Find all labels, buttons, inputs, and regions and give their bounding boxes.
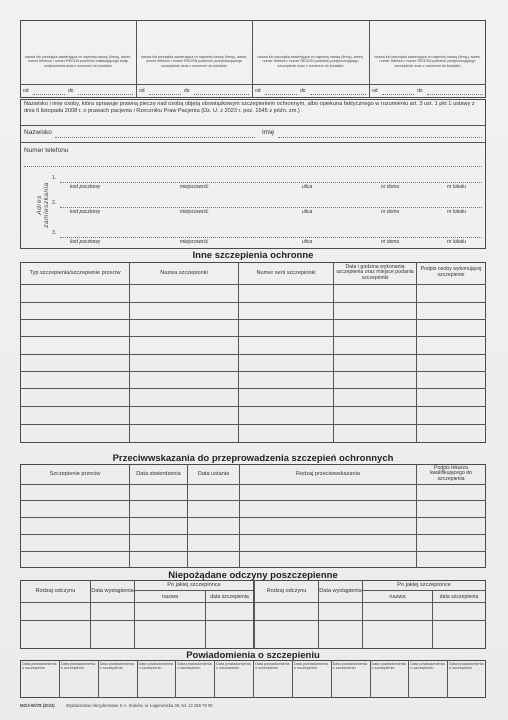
stamp-caption-1: nazwa lub pieczątka zawierająca co najmniej nazwę (firmę), adres, numer telefonu i numer REGON podmiotu zakładającego kartę uodpornienia wraz z numerem do kontaktu	[24, 55, 132, 68]
adverse-right-type: Rodzaj odczynu	[266, 588, 307, 594]
ov-header-series: Numer serii szczepionki	[256, 270, 316, 276]
notification-cell[interactable]: Data powiadomienia o szczepieniu	[255, 662, 290, 671]
ci-header-signature: Podpis lekarza kwalifikującego do szczepienia	[429, 464, 473, 482]
address-2-street: ulica	[302, 209, 313, 215]
address-3-postal: kod pocztowy	[70, 239, 101, 245]
do-label-2: do	[184, 88, 190, 94]
do-label-3: do	[300, 88, 306, 94]
ci-header-end: Data ustania	[197, 471, 230, 477]
notification-cell[interactable]: Data powiadomienia o szczepieniu	[410, 662, 445, 671]
notification-cell[interactable]: Data powiadomienia o szczepieniu	[293, 662, 329, 671]
address-1-number: 1.	[52, 175, 57, 181]
ci-header-type: Rodzaj przeciwwskazania	[295, 471, 361, 477]
notifications-title: Powiadomienia o szczepieniu	[186, 650, 320, 661]
od-label-1: od	[23, 88, 29, 94]
notification-cell[interactable]: Data powiadomienia o szczepieniu	[449, 662, 484, 671]
do-label-1: do	[68, 88, 74, 94]
name-field[interactable]	[278, 137, 482, 138]
adverse-right-name: nazwa	[389, 593, 406, 600]
notification-cell[interactable]: Data powiadomienia o szczepieniu	[99, 662, 135, 671]
od-label-2: od	[139, 88, 145, 94]
address-3-number: 3.	[52, 230, 57, 236]
guardian-description: Nazwisko i imię osoby, która sprawuje prawną pieczę nad osobą objętą obowiązkowym szczepieniem ochronnym, albo opiekuna faktycznego w rozumieniu art. 3 ust. 1 pkt 1 ustawy z dnia 6 listopada 2008 r. o prawach pacjenta i Rzeczniku Praw Pacjenta (Dz. U. z 2023 r. poz. 1545 z późn. zm.)	[24, 101, 475, 115]
address-3-house: nr domu	[381, 239, 400, 245]
surname-field[interactable]	[55, 137, 255, 138]
adverse-title: Niepożądane odczyny poszczepienne	[168, 570, 338, 581]
adverse-right-vdate: data szczepienia	[439, 593, 479, 600]
ci-header-found: Data stwierdzenia	[136, 471, 181, 477]
address-1-city: miejscowość	[180, 184, 209, 190]
adverse-right-date: Data wystąpienia	[319, 588, 362, 594]
notification-cell[interactable]: Data powiadomienia o szczepieniu	[216, 662, 251, 671]
notification-cell[interactable]: Data powiadomienia o szczepieniu	[138, 662, 173, 671]
address-2-number: 2.	[52, 200, 57, 206]
adverse-left-type: Rodzaj odczynu	[35, 588, 76, 594]
address-3-street: ulica	[302, 239, 313, 245]
address-2-field[interactable]	[60, 207, 482, 208]
notification-cell[interactable]: Data powiadomienia o szczepieniu	[60, 662, 96, 671]
od-label-3: od	[255, 88, 261, 94]
adverse-right-after: Po jakiej szczepionce	[397, 582, 451, 588]
phone-label: Numer telefonu	[24, 147, 69, 154]
guardian-section	[20, 99, 486, 249]
notification-cell[interactable]: Data powiadomienia o szczepieniu	[22, 662, 57, 671]
do-label-4: do	[417, 88, 423, 94]
address-3-city: miejscowość	[180, 239, 209, 245]
ov-header-signature: Podpis osoby wykonującej szczepienie	[420, 266, 482, 278]
notification-cell[interactable]: Data powiadomienia o szczepieniu	[371, 662, 406, 671]
address-2-city: miejscowość	[180, 209, 209, 215]
ov-header-name: Nazwa szczepionki	[160, 270, 208, 276]
form-code: MZ/3-90/78 (2023)	[20, 703, 55, 708]
ov-header-date: Data i godzina wykonania szczepienia oraz miejsce podania szczepionki	[336, 263, 414, 281]
address-1-house: nr domu	[381, 184, 400, 190]
notification-cell[interactable]: Data powiadomienia o szczepieniu	[332, 662, 368, 671]
name-label: Imię	[262, 129, 275, 136]
adverse-left-vdate: data szczepienia	[210, 593, 249, 600]
contraindications-title: Przeciwwskazania do przeprowadzenia szczepień ochronnych	[112, 453, 394, 464]
address-2-house: nr domu	[381, 209, 400, 215]
address-label: Adres zamieszkania	[36, 182, 50, 228]
address-2-flat: nr lokalu	[447, 209, 466, 215]
address-1-field[interactable]	[60, 182, 482, 183]
surname-label: Nazwisko	[24, 129, 52, 136]
address-3-flat: nr lokalu	[447, 239, 466, 245]
ci-header-vaccine: Szczepienie przeciw	[49, 471, 101, 477]
adverse-left-date: Data wystąpienia	[91, 588, 134, 594]
notification-cell[interactable]: Data powiadomienia o szczepieniu	[177, 662, 212, 671]
od-label-4: od	[372, 88, 378, 94]
address-2-postal: kod pocztowy	[70, 209, 101, 215]
address-1-postal: kod pocztowy	[70, 184, 101, 190]
stamp-caption-4: nazwa lub pieczątka zawierająca co najmniej nazwę (firmę), adres, numer telefonu i numer REGON podmiotu przejmowującego szczepienie wraz z numerem do kontaktu	[374, 55, 481, 68]
stamp-caption-2: nazwa lub pieczątka zawierająca co najmniej nazwę (firmę), adres, numer telefonu i numer REGON podmiotu przejmowującego szczepienie wraz z numerem do kontaktu	[140, 55, 248, 68]
publisher-info: Wydawnictwo Akcydensowe S.A. Kraków, ul. Łagiewnicka 36, tel. 12 266 79 00	[66, 703, 213, 708]
ov-header-type: Typ szczepienia/szczepienie przeciw	[29, 270, 121, 276]
address-1-street: ulica	[302, 184, 313, 190]
adverse-left-name: nazwa	[161, 593, 179, 600]
address-1-flat: nr lokalu	[447, 184, 466, 190]
phone-field[interactable]	[24, 166, 482, 167]
address-3-field[interactable]	[60, 237, 482, 238]
other-vaccinations-title: Inne szczepienia ochronne	[192, 250, 314, 261]
adverse-left-after: Po jakiej szczepionce	[167, 582, 221, 588]
stamp-caption-3: nazwa lub pieczątka zawierająca co najmniej nazwę (firmę), adres, numer telefonu i numer REGON podmiotu przejmowującego szczepienie wraz z numerem do kontaktu	[257, 55, 364, 68]
